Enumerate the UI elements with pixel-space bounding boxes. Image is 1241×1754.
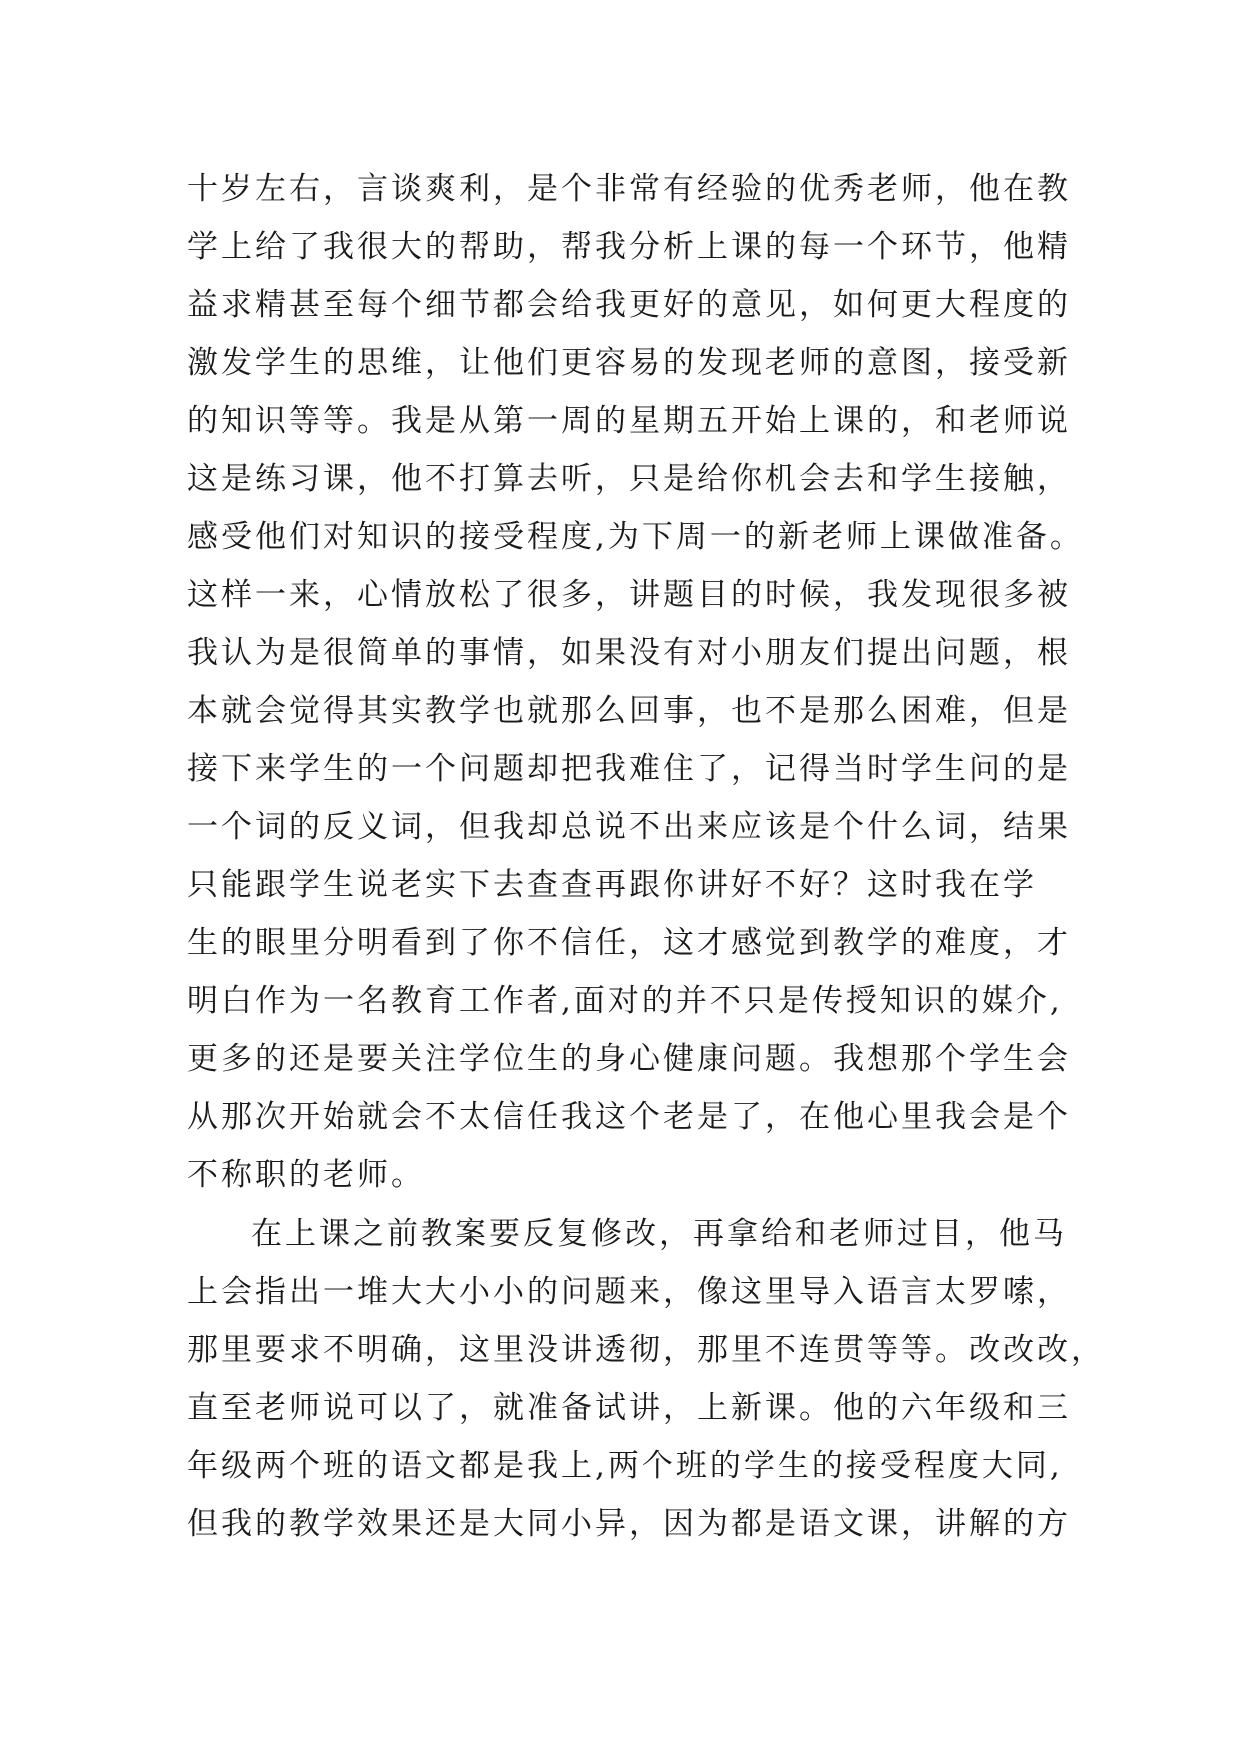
text-line: 感受他们对知识的接受程度,为下周一的新老师上课做准备。 (187, 519, 1084, 555)
text-line: 本就会觉得其实教学也就那么回事，也不是那么困难，但是 (187, 693, 1071, 729)
text-line: 更多的还是要关注学位生的身心健康问题。我想那个学生会 (187, 1041, 1071, 1077)
text-line: 一个词的反义词，但我却总说不出来应该是个什么词，结果 (187, 809, 1071, 845)
text-line: 这是练习课，他不打算去听，只是给你机会去和学生接触， (187, 461, 1071, 497)
text-line: 上会指出一堆大大小小的问题来，像这里导入语言太罗嗦， (187, 1274, 1071, 1310)
text-line: 从那次开始就会不太信任我这个老是了，在他心里我会是个 (187, 1099, 1071, 1135)
text-line: 年级两个班的语文都是我上,两个班的学生的接受程度大同, (187, 1448, 1063, 1484)
text-line: 激发学生的思维，让他们更容易的发现老师的意图，接受新 (187, 345, 1071, 381)
text-line: 的知识等等。我是从第一周的星期五开始上课的，和老师说 (187, 403, 1071, 439)
text-line: 直至老师说可以了，就准备试讲，上新课。他的六年级和三 (187, 1390, 1071, 1426)
text-line: 不称职的老师。 (187, 1157, 425, 1193)
text-line: 这样一来，心情放松了很多，讲题目的时候，我发现很多被 (187, 577, 1071, 613)
text-line: 在上课之前教案要反复修改，再拿给和老师过目，他马 (251, 1216, 1067, 1252)
text-line: 我认为是很简单的事情，如果没有对小朋友们提出问题，根 (187, 635, 1071, 671)
text-line: 但我的教学效果还是大同小异，因为都是语文课，讲解的方 (187, 1506, 1071, 1542)
text-line: 只能跟学生说老实下去查查再跟你讲好不好？这时我在学 (187, 867, 1037, 903)
paragraph-2 (187, 1205, 1105, 1553)
text-line: 益求精甚至每个细节都会给我更好的意见，如何更大程度的 (187, 287, 1071, 323)
text-line: 生的眼里分明看到了你不信任，这才感觉到教学的难度，才 (187, 925, 1071, 961)
text-line: 学上给了我很大的帮助，帮我分析上课的每一个环节，他精 (187, 229, 1071, 265)
text-line: 那里要求不明确，这里没讲透彻，那里不连贯等等。改改改， (187, 1332, 1105, 1368)
text-line: 十岁左右，言谈爽利，是个非常有经验的优秀老师，他在教 (187, 171, 1071, 207)
text-line: 明白作为一名教育工作者,面对的并不只是传授知识的媒介, (187, 983, 1063, 1019)
paragraph-1 (187, 160, 1084, 1204)
text-line: 接下来学生的一个问题却把我难住了，记得当时学生问的是 (187, 751, 1071, 787)
